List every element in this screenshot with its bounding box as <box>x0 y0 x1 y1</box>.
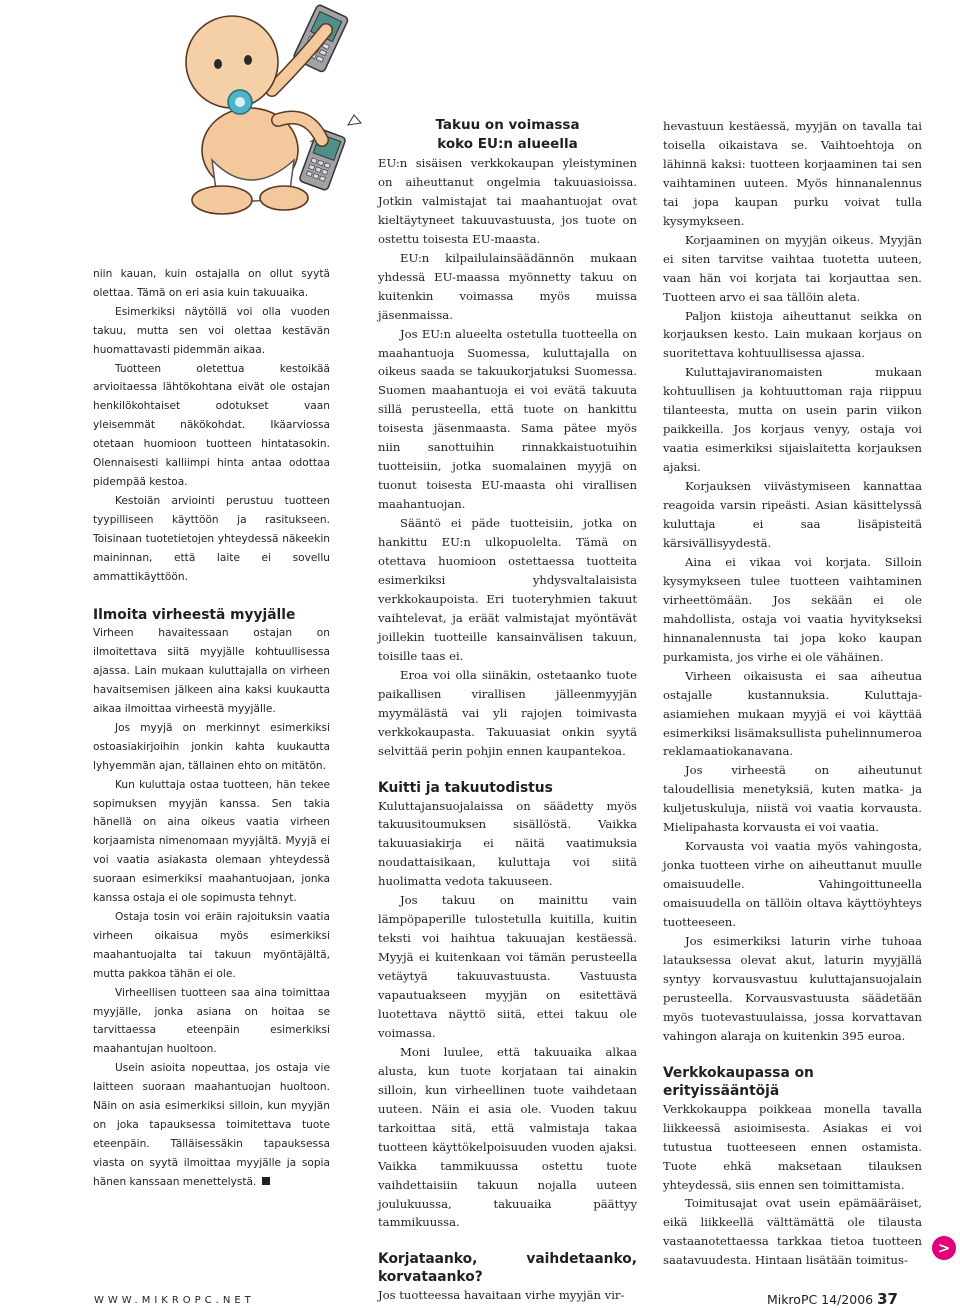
paragraph: Ostaja tosin voi eräin rajoituksin vaatia virheen oikaisua myös esimerkiksi maahantuojalta tai takuun myöntäjältä, mutta pakkoa tähän ei ole. <box>93 911 330 980</box>
paragraph: Jos virheestä on aiheutunut taloudellisia menetyksiä, kuten matka- ja kuljetuskuluja, niistä voi vaatia korvausta. Mielipahasta korvausta ei voi vaatia. <box>663 763 922 835</box>
paragraph <box>93 1059 330 1191</box>
section-heading <box>663 1064 922 1100</box>
paragraph: Verkkokauppa poikkeaa monella tavalla liikkeessä asioimisesta. Asiakas ei voi tutustua tuotteeseen ennen ostamista. Tuote ehkä maksetaan tilauksen yhteydessä, siis ennen sen toimittamista. <box>663 1101 922 1192</box>
section-heading: Korjataanko, vaihdetaanko, korvataanko? <box>378 1251 637 1286</box>
column-1 <box>93 265 330 1192</box>
baby-with-phones-illustration <box>160 0 380 225</box>
end-mark-icon <box>262 1177 270 1185</box>
paragraph: Kuluttajaviranomaisten mukaan kohtuullisen ja kohtuuttoman raja riippuu tilanteesta, mutta on usein parin viikon paikkeilla. Jos korjaus venyy, ostaja voi vaatia esimerkiksi sijaislaitetta korjauksen ajaksi. <box>663 365 922 475</box>
paragraph: hevastuun kestäessä, myyjän on tavalla tai toisella oikaistava se. Vaihtoehtoja on lähinnä kaksi: tuotteen korjaaminen tai sen vaihtaminen uuteen. Myös hinnanalennus tai jopa kaupan purku voivat tulla kysymykseen. <box>663 119 922 228</box>
box-heading <box>378 116 637 154</box>
paragraph: EU:n kilpailulainsäädännön mukaan yhdessä EU-maassa myönnetty takuu on kuitenkin voimassa myös muissa jäsenmaissa. <box>378 250 637 322</box>
paragraph: Aina ei vikaa voi korjata. Silloin kysymykseen tulee tuotteen vaihtaminen virheettömään. Jos sekään ei ole mahdollista, ostaja voi vaatia hyvitykseksi hinnanalennusta tai jopa koko kaupan purkamista, jos virhe ei ole vähäinen. <box>663 554 922 664</box>
column-2 <box>378 116 637 1305</box>
paragraph: niin kauan, kuin ostajalla on ollut syytä olettaa. Tämä on eri asia kuin takuuaika. <box>93 268 330 299</box>
paragraph: Virheellisen tuotteen saa aina toimittaa myyjälle, jonka asiana on hoitaa se tarvittaessa eteenpäin esimerkiksi maahantujan huoltoon. <box>93 986 330 1056</box>
paragraph-text: Usein asioita nopeuttaa, jos ostaja vie laitteen suoraan maahantuojan huoltoon. Näin on asia esimerkiksi silloin, kun myyjän on joka tapauksessa toimitettava tuote eteenpäin. Tälläisessäkin tapauksessa viasta on syytä ilmoittaa myyjälle ja sopia hänen kanssaan menettelystä. <box>93 1062 330 1188</box>
paragraph: Eroa voi olla siinäkin, ostetaanko tuote paikallisen virallisen jälleenmyyjän myymälästä vai yli rajojen toimivasta verkkokaupasta. Takuuasiat onkin syytä selvittää perin pohjin ennen kaupantekoa. <box>378 667 637 758</box>
box-heading-line: koko EU:n alueella <box>437 136 578 152</box>
footer-issue <box>767 1290 898 1308</box>
section-heading: Ilmoita virheestä myyjälle <box>93 607 296 624</box>
paragraph: Kestoiän arviointi perustuu tuotteen tyypilliseen käyttöön ja rasitukseen. Toisinaan tuotetietojen yhteydessä näkeekin maininnan, että laite ei sovellu ammattikäyttöön. <box>93 494 330 583</box>
box-heading-line: Takuu on voimassa <box>435 117 580 133</box>
continue-arrow-icon: > <box>932 1236 956 1260</box>
issue-label: MikroPC 14/2006 <box>766 1292 874 1307</box>
paragraph: Esimerkiksi näytöllä voi olla vuoden takuu, mutta sen voi olettaa kestävän huomattavasti pidemmän aikaa. <box>93 305 330 356</box>
paragraph: EU:n sisäisen verkkokaupan yleistyminen on aiheuttanut ongelmia takuuasioissa. Jotkin valmistajat tai maahantuojat ovat kieltäytyneet takuuvastuusta, jos tuote on ostettu toisesta EU-maasta. <box>378 156 637 246</box>
paragraph: Korjauksen viivästymiseen kannattaa reagoida varsin ripeästi. Asian käsittelyssä kuluttaja ei saa lisäpisteitä kärsivällisyydestä. <box>663 479 922 550</box>
paragraph: Korvausta voi vaatia myös vahingosta, jonka tuotteen virhe on aiheuttanut muulle omaisuudelle. Vahingoittuneella omaisuudella on tällöin oltava käyttöyhteys tuotteeseen. <box>663 839 922 930</box>
paragraph: Paljon kiistoja aiheuttanut seikka on korjauksen kesto. Lain mukaan korjaus on suoritettava kohtuullisessa ajassa. <box>663 308 922 361</box>
paragraph: Jos takuu on mainittu vain lämpöpaperille tulostetulla kuitilla, kuitin teksti voi haihtua takuuajan kestäessä. Myyjä ei kuitenkaan voi tämän perusteella vetäytyä takuuvastuusta. Vastuusta vapautuakseen myyjän on esitettävä luotettava näyttö siitä, ettei takuu ole voimassa. <box>378 893 637 1040</box>
section-heading-line: erityissääntöjä <box>663 1082 780 1099</box>
section-heading-line: Verkkokaupassa on <box>663 1064 814 1081</box>
footer-url: WWW.MIKROPC.NET <box>94 1295 255 1306</box>
paragraph: Kun kuluttaja ostaa tuotteen, hän tekee sopimuksen myyjän kanssa. Sen takia hänellä on aina oikeus vaatia virheen korjaamista nimenomaan myyjältä. Myyjä ei voi vaatia asiakasta olemaan yhteydessä suoraan esimerkiksi maahantuojaan, jonka kanssa ostaja ei ole sopimusta tehnyt. <box>93 778 330 905</box>
column-3 <box>663 117 922 1270</box>
section-heading: Kuitti ja takuutodistus <box>378 779 553 796</box>
paragraph: Jos EU:n alueelta ostetulla tuotteella on maahantuoja Suomessa, kuluttajalla on oikeus saada se takuukorjatuksi Suomessa. Suomen maahantuoja ei voi evätä takuuta sillä perusteella, että tuote on hankittu toisesta jäsenmaasta. Sama pätee myös niin sanottuihin rinnakkaistuotuihin tuotteisiin, jotka suomalainen myyjä on tuonut toisesta EU-maasta ohi virallisen maahantuojan. <box>378 326 637 512</box>
paragraph: Virheen oikaisusta ei saa aiheutua ostajalle kustannuksia. Kuluttaja-asiamiehen mukaan myyjä ei voi käyttää esimerkiksi lisämaksullista puhelinnumeroa reklamaatiokanavana. <box>663 668 922 759</box>
paragraph: Jos esimerkiksi laturin virhe tuhoaa latauksessa olevat akut, laturin myyjällä syntyy korvausvastuu kuluttajansuojalain perusteella. Korvausvastuusta säädetään myös tuotevastuulaissa, jossa korvattavan vahingon alaraja on kuitenkin 395 euroa. <box>663 933 922 1043</box>
paragraph: Jos tuotteessa havaitaan virhe myyjän vir- <box>378 1288 625 1303</box>
paragraph: Sääntö ei päde tuotteisiin, jotka on hankittu EU:n ulkopuolelta. Tämä on otettava huomioon ostettaessa tuotteita esimerkiksi yhdysvaltalaisista verkkokaupoista. Eri tuoteryhmien takuut vaihtelevat, ja eräät valmistajat myöntävät joillekin tuotteille kansainvälisen takuun, toisille taas ei. <box>378 516 637 663</box>
paragraph: Jos myyjä on merkinnyt esimerkiksi ostoasiakirjoihin jonkin kahta kuukautta lyhyemmän ajan, tällainen ehto on mitätön. <box>93 721 330 772</box>
paragraph: Toimitusajat ovat usein epämääräiset, eikä liikkeellä välttämättä ole tilausta vastaanotettaessa tarkkaa tietoa tuotteen saatavuudesta. Hintaan lisätään toimitus- <box>663 1196 922 1268</box>
paragraph: Tuotteen oletettua kestoikää arvioitaessa lähtökohtana eivät ole ostajan henkilökohtaiset odotukset vaan yleisemmät näkökohdat. Ikäarviossa otetaan huomioon tuotteen hintatasokin. Olennaisesti kalliimpi hinta antaa odottaa pidempää kestoa. <box>93 362 330 488</box>
paragraph: Kuluttajansuojalaissa on säädetty myös takuusitoumuksen sisällöstä. Vaikka takuuasiakirja ei näitä vaatimuksia noudattaisikaan, kuluttaja voi siitä huolimatta vedota takuuseen. <box>378 798 637 889</box>
page-number: 37 <box>877 1290 898 1308</box>
paragraph: Moni luulee, että takuuaika alkaa alusta, kun tuote korjataan tai ainakin silloin, kun virheellinen tuote vaihdetaan uuteen. Näin ei asia ole. Vuoden takuu tarkoittaa sitä, että valmistaja takaa tuotteen käyttökelpoisuuden vuoden ajaksi. Vaikka tammikuussa ostettu tuote vaihdettaisiin takuun nojalla uuteen joulukuussa, takuuaika päättyy tammikuussa. <box>378 1044 637 1230</box>
paragraph: Korjaaminen on myyjän oikeus. Myyjän ei siten tarvitse vaihtaa tuotetta uuteen, vaan hän voi korjata tai korjauttaa sen. Tuotteen arvo ei saa tällöin aleta. <box>663 232 922 304</box>
paragraph: Virheen havaitessaan ostajan on ilmoitettava siitä myyjälle kohtuullisessa ajassa. Lain mukaan kuluttajalla on virheen havaitsemisen jälkeen aina kaksi kuukautta aikaa ilmoittaa virheestä myyjälle. <box>93 627 330 716</box>
